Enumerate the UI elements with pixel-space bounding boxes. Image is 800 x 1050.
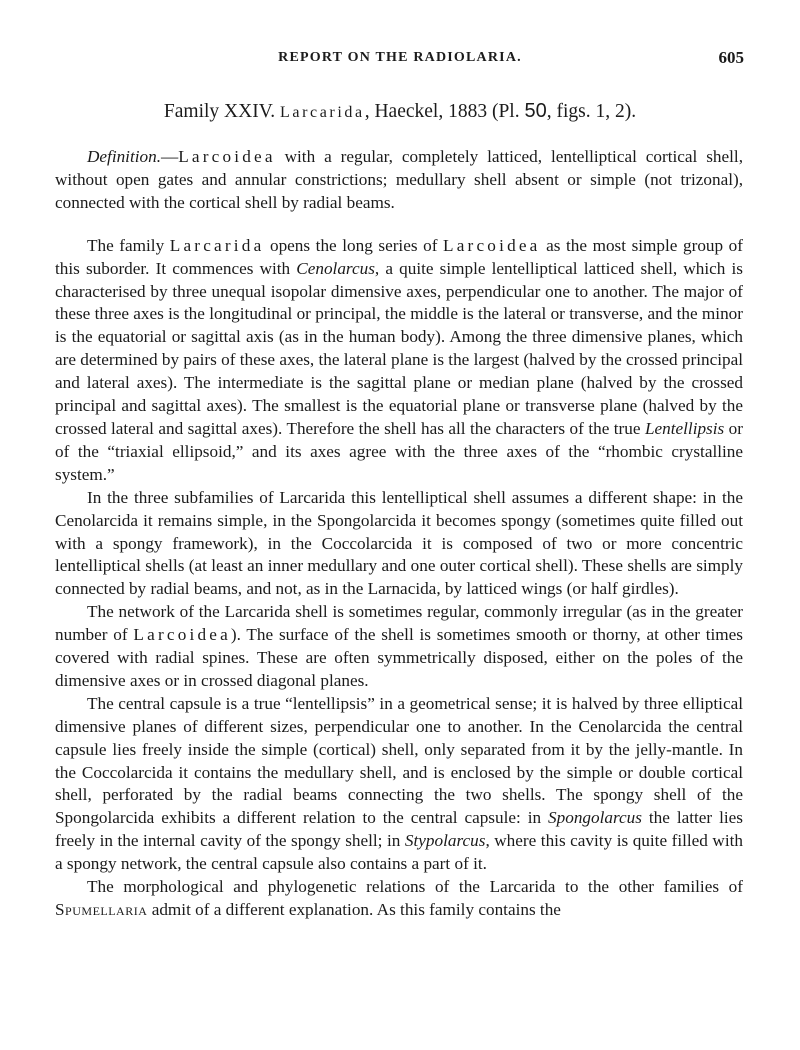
p1-group: Larcoidea bbox=[443, 235, 541, 255]
p1-text-1: The family bbox=[87, 235, 170, 255]
p5-text-2: admit of a different explanation. As this family contains the bbox=[147, 900, 561, 919]
p4-genus-2: Stypolarcus bbox=[404, 831, 486, 851]
heading-prefix: Family XXIV. bbox=[163, 101, 276, 122]
p3-group: Larcoidea bbox=[133, 625, 231, 645]
paragraph-5 bbox=[55, 876, 743, 922]
page-number: 605 bbox=[718, 48, 744, 67]
definition-group: Larcoidea bbox=[178, 147, 276, 166]
paragraph-2: In the three subfamilies of Larcarida this lentelliptical shell assumes a different shape: in the Cenolarcida it remains simple, in the Spongolarcida it becomes spongy (sometimes quite filled out with a spongy framework), in the Coccolarcida it is composed of two or more concentric lentelliptical shells (at least an inner medullary and one outer cortical shell). These shells are simply connected by radial beams, and not, as in the Larnacida, by latticed wings (or half girdles). bbox=[55, 487, 743, 599]
family-name: Larcarida bbox=[280, 104, 365, 121]
p1-text-5: or of the “triaxial ellipsoid,” and its axes agree with the three axes of the “rhombic crystalline system.” bbox=[55, 418, 743, 484]
definition-text: with a regular, completely latticed, lentelliptical cortical shell, without open gates and annular constrictions; medullary shell absent or simple (not trizonal), connected with the cortical shell by radial beams. bbox=[55, 147, 743, 212]
p4-genus-1: Spongolarcus bbox=[548, 808, 642, 828]
p4-text-2: the latter lies freely in the internal cavity of the spongy shell; in bbox=[55, 808, 743, 851]
paragraph-1 bbox=[55, 235, 743, 487]
p4-text-3: , where this cavity is quite filled with a spongy network, the central capsule also contains a part of it. bbox=[55, 831, 743, 874]
definition-term: Definition. bbox=[87, 147, 161, 166]
p1-term: Lentellipsis bbox=[644, 418, 725, 438]
p1-text-3: as the most simple group of this suborder. It commences with bbox=[55, 235, 743, 278]
body-text bbox=[55, 146, 743, 922]
definition-dash: — bbox=[161, 147, 179, 166]
p5-text-1: The morphological and phylogenetic relations of the Larcarida to the other families of bbox=[87, 877, 743, 897]
running-head: REPORT ON THE RADIOLARIA. bbox=[278, 50, 522, 65]
p4-text-1: The central capsule is a true “lentellipsis” in a geometrical sense; it is halved by three elliptical dimensive planes of different sizes, perpendicular one to another. In the Cenolarcida the central capsule lies freely inside the simple (cortical) shell, only separated from it by the jelly-mantle. In the Coccolarcida it contains the medullary shell, and is enclosed by the simple or double cortical shell, perforated by the radial beams connecting the two shells. The spongy shell of the Spongolarcida exhibits a different relation to the central capsule: in bbox=[55, 693, 743, 828]
p1-text-2: opens the long series of bbox=[264, 235, 444, 255]
p3-text-1: The network of the Larcarida shell is sometimes regular, commonly irregular (as in the greater number of bbox=[55, 602, 743, 645]
p1-family: Larcarida bbox=[169, 235, 265, 255]
family-heading bbox=[0, 100, 800, 123]
heading-authority: , Haeckel, 1883 (Pl. bbox=[364, 101, 520, 122]
p1-genus: Cenolarcus bbox=[296, 258, 375, 278]
plate-number: 50 bbox=[524, 100, 547, 122]
p5-order: Spumellaria bbox=[55, 900, 148, 919]
page-header bbox=[0, 50, 800, 74]
p3-text-2: ). The surface of the shell is sometimes smooth or thorny, at other times covered with radial spines. These are often symmetrically disposed, either on the poles of the dimensive axes or in crossed diagonal planes. bbox=[55, 625, 743, 690]
heading-figures: , figs. 1, 2). bbox=[546, 101, 637, 122]
definition-paragraph bbox=[55, 146, 743, 215]
p1-text-4: , a quite simple lentelliptical latticed shell, which is characterised by three unequal isopolar dimensive axes, perpendicular one to another. The major of these three axes is the longitudinal or principal, the middle is the lateral or transverse, and the minor is the equatorial or sagittal axis (as in the human body). Among the three dimensive planes, which are determined by pairs of these axes, the lateral plane is the largest (halved by the crossed principal and lateral axes). The intermediate is the sagittal plane or median plane (halved by the crossed principal and sagittal axes). The smallest is the equatorial plane or transverse plane (halved by the crossed lateral and sagittal axes). Therefore the shell has all the characters of the true bbox=[55, 258, 743, 438]
paragraph-4 bbox=[55, 693, 743, 876]
paragraph-3 bbox=[55, 601, 743, 693]
